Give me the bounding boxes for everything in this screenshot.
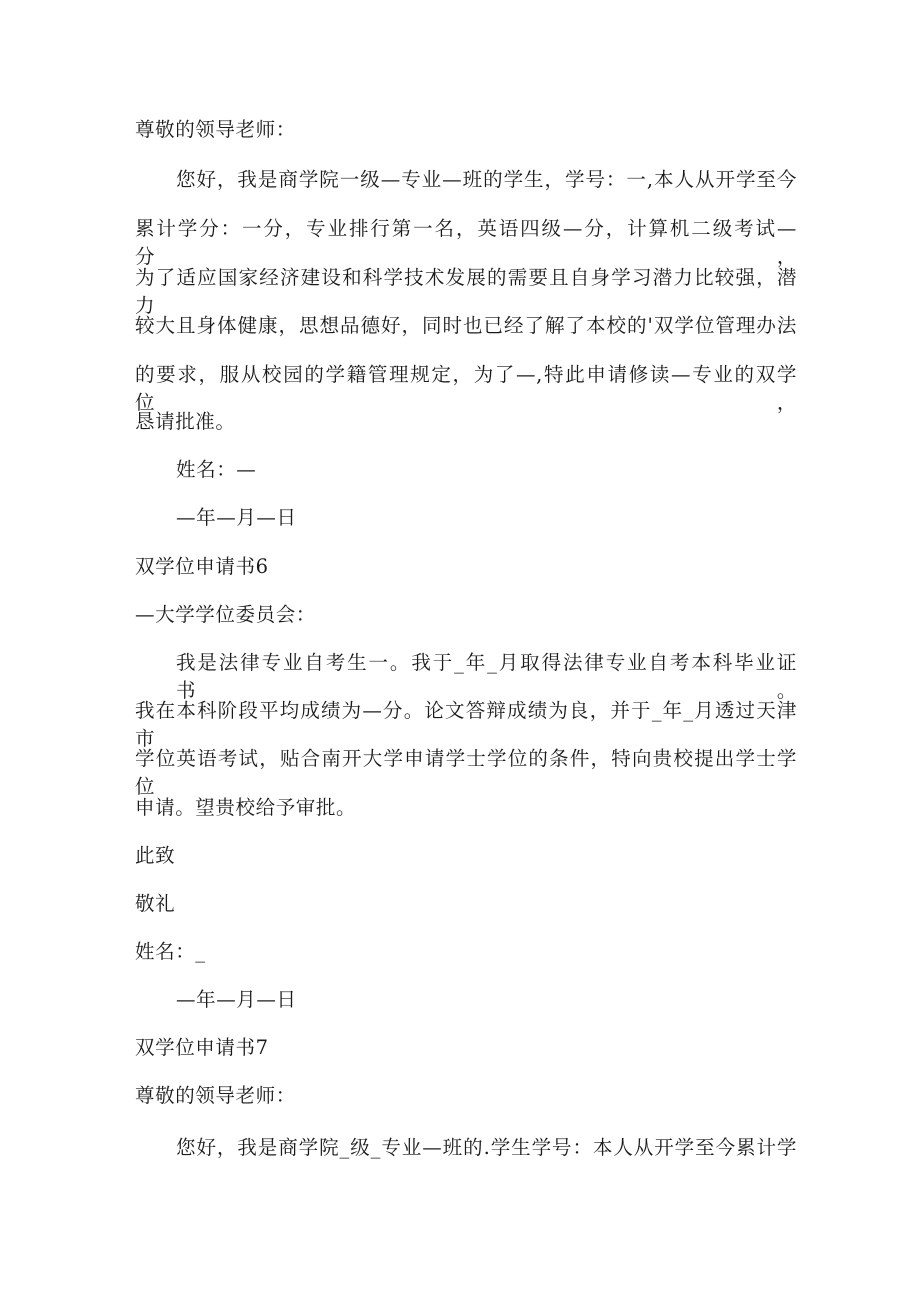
paragraph-1-line-3: 为了适应国家经济建设和科学技术发展的需要且自身学习潜力比较强，潜力 — [135, 266, 797, 317]
section-heading-7: 双学位申请书7 — [135, 1036, 269, 1059]
paragraph-1-line-4: 较大且身体健康，思想品德好，同时也已经了解了本校的'双学位管理办法 — [135, 314, 797, 337]
signature-date-2: —年—月—日 — [176, 988, 297, 1011]
paragraph-2-line-3: 学位英语考试，贴合南开大学申请学士学位的条件，特向贵校提出学士学位 — [135, 747, 797, 798]
section-heading-6: 双学位申请书6 — [135, 555, 269, 578]
paragraph-1-line-2: 累计学分：一分，专业排行第一名，英语四级—分，计算机二级考试—分， — [135, 217, 797, 268]
signature-name-1: 姓名：— — [176, 458, 257, 481]
signature-date-1: —年—月—日 — [176, 506, 297, 529]
salutation-1: 尊敬的领导老师： — [135, 118, 296, 141]
paragraph-2-line-2: 我在本科阶段平均成绩为—分。论文答辩成绩为良，并于_年_月透过天津市 — [135, 699, 797, 750]
closing-phrase-1: 此致 — [135, 844, 176, 867]
paragraph-1-line-5: 的要求，服从校园的学籍管理规定，为了—,特此申请修读—专业的双学位， — [135, 363, 797, 414]
salutation-2: —大学学位委员会： — [135, 603, 316, 626]
paragraph-2-line-1: 我是法律专业自考生一。我于_年_月取得法律专业自考本科毕业证书。 — [176, 651, 797, 702]
signature-name-2: 姓名：_ — [135, 940, 206, 963]
paragraph-1-line-1: 您好，我是商学院一级—专业—班的学生，学号：一,本人从开学至今 — [176, 168, 797, 191]
paragraph-1-line-6: 恳请批准。 — [135, 410, 236, 433]
closing-phrase-2: 敬礼 — [135, 892, 176, 915]
paragraph-2-line-4: 申请。望贵校给予审批。 — [135, 796, 357, 819]
paragraph-3-line-1: 您好，我是商学院_级_专业—班的.学生学号：本人从开学至今累计学 — [176, 1136, 797, 1159]
salutation-3: 尊敬的领导老师： — [135, 1084, 296, 1107]
